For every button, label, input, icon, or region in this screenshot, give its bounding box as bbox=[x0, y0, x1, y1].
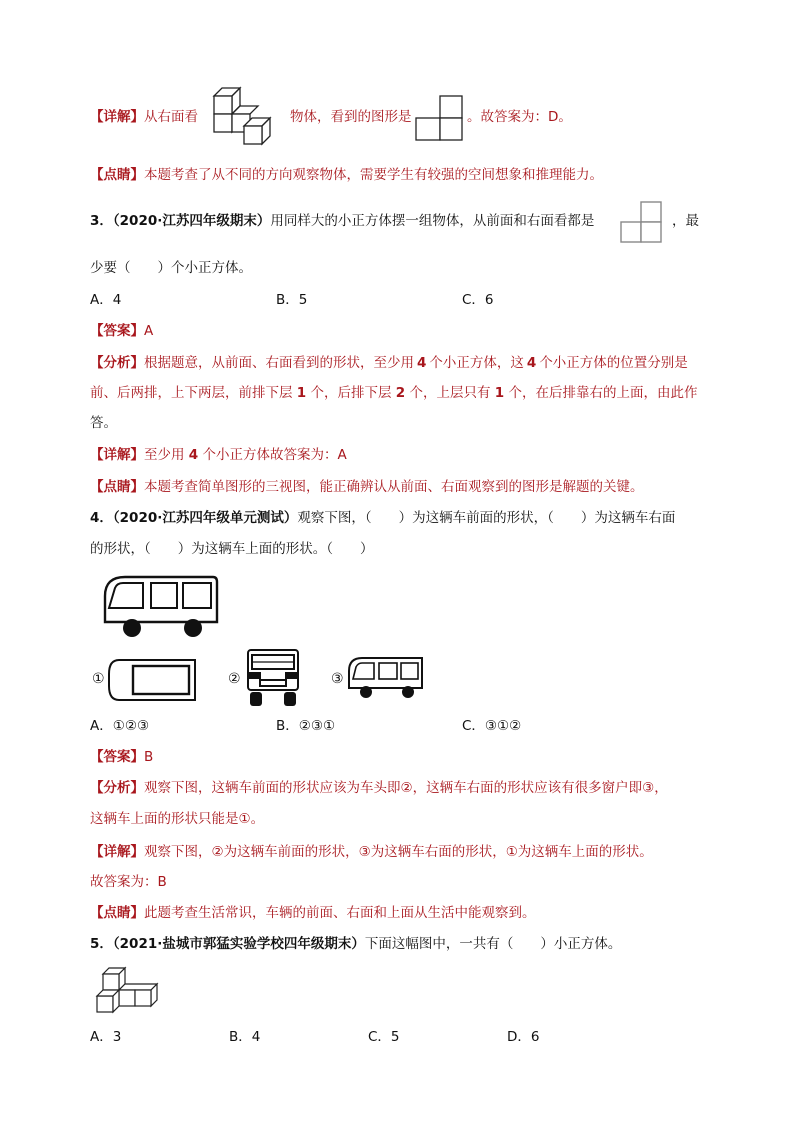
question-number: 3． bbox=[90, 213, 113, 229]
front-right-view-figure bbox=[619, 201, 663, 243]
fig-label-1: ① bbox=[92, 671, 105, 687]
detail-text: 至少用 bbox=[144, 447, 189, 463]
detail-answer: B bbox=[157, 874, 167, 890]
q3-comment-line bbox=[90, 477, 644, 497]
question-stem: 用同样大的小正方体摆一组物体，从前面和右面看都是 bbox=[270, 213, 595, 229]
detail-num: 4 bbox=[188, 447, 199, 463]
analysis-tag: 【分析】 bbox=[90, 355, 144, 371]
q3-answer-line bbox=[90, 321, 153, 341]
q2-detail-end bbox=[467, 107, 572, 127]
q4-analysis-line2: 这辆车上面的形状只能是①。 bbox=[90, 811, 265, 827]
square-view-figure bbox=[415, 95, 465, 141]
q5-option-d[interactable]: D．6 bbox=[507, 1029, 540, 1045]
q3-option-a[interactable]: A．4 bbox=[90, 292, 122, 308]
bus-front-view-figure bbox=[244, 648, 302, 708]
q4-analysis-line1 bbox=[90, 778, 668, 798]
analysis-tag: 【分析】 bbox=[90, 780, 144, 796]
analysis-text: 个，在后排靠右的上面，由此作 bbox=[504, 385, 698, 401]
q5-option-c[interactable]: C．5 bbox=[368, 1029, 400, 1045]
q4-detail-line bbox=[90, 842, 653, 862]
q4-stem-line1 bbox=[90, 508, 675, 528]
q2-detail-line bbox=[90, 107, 198, 127]
q2-comment-line bbox=[90, 165, 603, 185]
answer-tag: 【答案】 bbox=[90, 749, 144, 765]
analysis-text: 根据题意，从前面、右面看到的形状，至少用 bbox=[144, 355, 414, 371]
fig-label-3: ③ bbox=[331, 671, 344, 687]
answer-value: B bbox=[144, 749, 154, 765]
fig-label-2: ② bbox=[228, 671, 241, 687]
q3-detail-line bbox=[90, 445, 347, 465]
comment-tag: 【点睛】 bbox=[90, 905, 144, 921]
comment-tag: 【点睛】 bbox=[90, 167, 144, 183]
q4-stem-line2: 的形状，（ ）为这辆车上面的形状。（ ） bbox=[90, 541, 374, 557]
bus-side-view-figure bbox=[346, 655, 426, 701]
q3-stem-after: ，最 bbox=[672, 213, 699, 229]
analysis-num: 1 bbox=[296, 385, 307, 401]
q4-option-c[interactable]: C．③①② bbox=[462, 718, 522, 734]
question-stem: 下面这幅图中，一共有（ ）小正方体。 bbox=[364, 936, 622, 952]
q2-detail-middle: 物体，看到的图形是 bbox=[290, 109, 412, 125]
analysis-text: 个，后排下层 bbox=[306, 385, 396, 401]
question-number: 5． bbox=[90, 936, 113, 952]
detail-tag: 【详解】 bbox=[90, 109, 144, 125]
question-source: （2020·江苏四年级期末） bbox=[112, 213, 271, 229]
q3-stem-line1 bbox=[90, 211, 594, 231]
detail-text: 观察下图，②为这辆车前面的形状，③为这辆车右面的形状，①为这辆车上面的形状。 bbox=[144, 844, 653, 860]
q5-option-b[interactable]: B．4 bbox=[229, 1029, 261, 1045]
comment-text: 本题考查了从不同的方向观察物体，需要学生有较强的空间想象和推理能力。 bbox=[144, 167, 603, 183]
comment-tag: 【点睛】 bbox=[90, 479, 144, 495]
question-number: 4． bbox=[90, 510, 113, 526]
answer-value: A bbox=[144, 323, 154, 339]
q3-option-b[interactable]: B．5 bbox=[276, 292, 308, 308]
cube-stack-figure bbox=[95, 966, 163, 1016]
analysis-text: 个小正方体，这 bbox=[429, 355, 524, 371]
question-stem: 观察下图，（ ）为这辆车前面的形状，（ ）为这辆车右面 bbox=[297, 510, 676, 526]
detail-tag: 【详解】 bbox=[90, 844, 144, 860]
q3-analysis-line1 bbox=[90, 353, 688, 373]
detail-answer: D。 bbox=[548, 109, 572, 125]
q4-detail-line2 bbox=[90, 872, 167, 892]
q3-option-c[interactable]: C．6 bbox=[462, 292, 494, 308]
q4-option-a[interactable]: A．①②③ bbox=[90, 718, 150, 734]
detail-answer: A bbox=[337, 447, 347, 463]
q4-option-b[interactable]: B．②③① bbox=[276, 718, 336, 734]
question-source: （2020·江苏四年级单元测试） bbox=[112, 510, 298, 526]
detail-text: 个小正方体故答案为： bbox=[198, 447, 338, 463]
bus-top-view-figure bbox=[107, 656, 199, 704]
q4-comment-line bbox=[90, 903, 536, 923]
analysis-text: 观察下图，这辆车前面的形状应该为车头即②，这辆车右面的形状应该有很多窗户即③， bbox=[144, 780, 668, 796]
answer-tag: 【答案】 bbox=[90, 323, 144, 339]
q4-answer-line bbox=[90, 747, 153, 767]
comment-text: 此题考查生活常识，车辆的前面、右面和上面从生活中能观察到。 bbox=[144, 905, 536, 921]
cube-solid-figure bbox=[204, 84, 286, 150]
analysis-num: 1 bbox=[494, 385, 505, 401]
detail-text: 故答案为： bbox=[90, 874, 158, 890]
comment-text: 本题考查简单图形的三视图，能正确辨认从前面、右面观察到的图形是解题的关键。 bbox=[144, 479, 644, 495]
question-source: （2021·盐城市郭猛实验学校四年级期末） bbox=[112, 936, 365, 952]
detail-after: 。故答案为： bbox=[467, 109, 548, 125]
q3-analysis-line3: 答。 bbox=[90, 415, 117, 431]
q3-stem-line2: 少要（ ）个小正方体。 bbox=[90, 260, 252, 276]
q5-stem-line bbox=[90, 934, 621, 954]
analysis-text: 前、后两排，上下两层，前排下层 bbox=[90, 385, 297, 401]
analysis-num: 4 bbox=[417, 355, 427, 371]
analysis-num: 2 bbox=[395, 385, 406, 401]
q5-option-a[interactable]: A．3 bbox=[90, 1029, 122, 1045]
q3-analysis-line2 bbox=[90, 383, 698, 403]
bus-figure bbox=[101, 574, 219, 640]
analysis-text: 个，上层只有 bbox=[405, 385, 495, 401]
detail-text: 从右面看 bbox=[144, 109, 198, 125]
analysis-num: 4 bbox=[526, 355, 537, 371]
detail-tag: 【详解】 bbox=[90, 447, 144, 463]
analysis-text: 个小正方体的位置分别是 bbox=[539, 355, 688, 371]
